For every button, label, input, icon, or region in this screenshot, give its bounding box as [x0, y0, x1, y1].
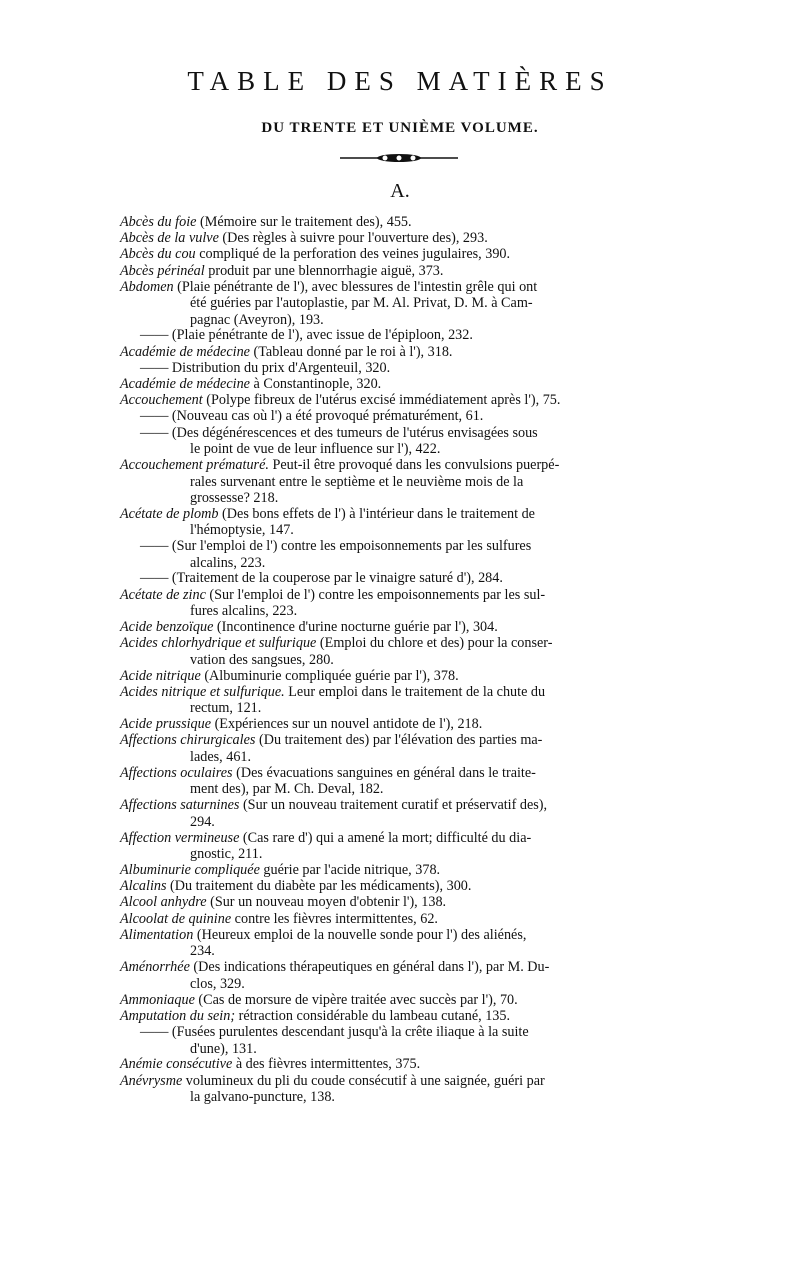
index-entry: [120, 797, 547, 830]
entry-heading: Abcès de la vulve: [120, 230, 219, 247]
index-entry: [120, 992, 518, 1009]
entry-text: (Des règles à suivre pour l'ouverture des), 293.: [218, 230, 488, 247]
entry-heading: ——: [140, 327, 169, 344]
entry-continuation: l'hémoptysie, 147.: [190, 522, 294, 539]
entry-heading: Acides chlorhydrique et sulfurique: [120, 635, 317, 652]
entry-continuation: rectum, 121.: [190, 700, 262, 717]
entry-heading: Anévrysme: [120, 1072, 183, 1089]
index-entry: [120, 878, 471, 895]
entry-text: (Du traitement du diabète par les médicaments), 300.: [166, 878, 472, 895]
index-entry: [140, 425, 538, 458]
index-entry: [120, 911, 438, 928]
entry-continuation: fures alcalins, 223.: [190, 603, 298, 620]
entry-continuation: 294.: [190, 813, 215, 830]
entry-heading: Acétate de zinc: [120, 586, 206, 603]
index-entry: [120, 263, 443, 280]
entry-text: (Emploi du chlore et des) pour la conser-: [316, 635, 553, 652]
entry-heading: Alcool anhydre: [120, 894, 207, 911]
section-letter: A.: [390, 180, 410, 202]
entry-heading: Affections chirurgicales: [120, 732, 256, 749]
index-entry: [120, 668, 459, 685]
index-entry: [120, 214, 412, 231]
index-entry: [140, 327, 473, 344]
entry-continuation: alcalins, 223.: [190, 554, 266, 571]
entry-heading: ——: [140, 570, 169, 587]
entry-heading: Anémie consécutive: [120, 1056, 233, 1073]
entry-heading: Académie de médecine: [120, 343, 250, 360]
entry-continuation: été guéries par l'autoplastie, par M. Al. Privat, D. M. à Cam-: [190, 295, 533, 312]
entry-heading: Alcalins: [120, 878, 167, 895]
entry-text: volumineux du pli du coude consécutif à une saignée, guéri par: [182, 1072, 545, 1089]
index-entry: [120, 830, 531, 863]
index-entry: [120, 894, 446, 911]
entry-text: (Heureux emploi de la nouvelle sonde pour l') des aliénés,: [193, 926, 527, 943]
volume-subtitle: DU TRENTE ET UNIÈME VOLUME.: [261, 120, 539, 136]
entry-continuation: 234.: [190, 943, 215, 960]
entry-text: (Plaie pénétrante de l'), avec issue de l'épiploon, 232.: [168, 327, 473, 344]
entry-continuation: pagnac (Aveyron), 193.: [190, 311, 324, 328]
entry-text: produit par une blennorrhagie aiguë, 373.: [204, 262, 444, 279]
entry-text: (Sur un nouveau traitement curatif et préservatif des),: [239, 797, 548, 814]
entry-text: (Des bons effets de l') à l'intérieur dans le traitement de: [218, 505, 535, 522]
entry-text: (Cas de morsure de vipère traitée avec succès par l'), 70.: [194, 991, 518, 1008]
entry-text: (Albuminurie compliquée guérie par l'), 378.: [200, 667, 459, 684]
index-entry: [140, 570, 503, 587]
entry-text: (Traitement de la couperose par le vinaigre saturé d'), 284.: [168, 570, 503, 587]
entry-heading: Abcès du cou: [120, 246, 196, 263]
entry-continuation: clos, 329.: [190, 975, 245, 992]
entry-text: compliqué de la perforation des veines jugulaires, 390.: [195, 246, 511, 263]
entry-text: Peut-il être provoqué dans les convulsions puerpé-: [268, 457, 560, 473]
entry-continuation: la galvano-puncture, 138.: [190, 1089, 335, 1106]
entry-heading: Académie de médecine: [120, 376, 250, 392]
entry-text: (Des indications thérapeutiques en général dans l'), par M. Du-: [189, 959, 550, 976]
index-entry: [140, 538, 531, 571]
entry-heading: Acétate de plomb: [120, 505, 219, 522]
entry-text: (Nouveau cas où l') a été provoqué prématurément, 61.: [168, 408, 484, 425]
index-entry: [120, 279, 537, 329]
entry-heading: Alcoolat de quinine: [120, 910, 232, 927]
entry-text: rétraction considérable du lambeau cutané, 135.: [235, 1007, 511, 1024]
entry-text: (Incontinence d'urine nocturne guérie par l'), 304.: [213, 619, 498, 635]
entry-continuation: le point de vue de leur influence sur l'), 422.: [190, 441, 441, 458]
entry-heading: Acide prussique: [120, 716, 212, 733]
index-entry: [120, 230, 488, 247]
entry-text: (Cas rare d') qui a amené la mort; difficulté du dia-: [239, 829, 532, 846]
entry-heading: Amputation du sein;: [120, 1007, 236, 1024]
entry-heading: Affection vermineuse: [120, 829, 240, 846]
index-entry: [120, 506, 535, 539]
entry-heading: Acide nitrique: [120, 667, 201, 684]
index-entry: [120, 392, 560, 409]
entry-text: guérie par l'acide nitrique, 378.: [259, 862, 441, 878]
index-entry: [120, 732, 542, 765]
entry-text: (Des évacuations sanguines en général dans le traite-: [232, 764, 536, 781]
index-entry: [120, 619, 498, 636]
entry-continuation: gnostic, 211.: [190, 846, 263, 863]
entry-continuation: lades, 461.: [190, 748, 252, 765]
entry-heading: Accouchement: [120, 392, 203, 409]
index-entry: [120, 959, 549, 992]
index-entry: [140, 1024, 529, 1057]
entry-heading: Alimentation: [120, 926, 194, 943]
entry-continuation: rales survenant entre le septième et le neuvième mois de la: [190, 473, 524, 490]
index-entry: [120, 684, 545, 717]
entry-text: (Mémoire sur le traitement des), 455.: [196, 214, 412, 230]
entry-text: Leur emploi dans le traitement de la chute du: [284, 683, 546, 700]
entry-text: (Sur un nouveau moyen d'obtenir l'), 138.: [206, 894, 447, 911]
index-entry: [120, 765, 536, 798]
entry-continuation: vation des sangsues, 280.: [190, 651, 334, 668]
entry-text: (Sur l'emploi de l') contre les empoisonnements par les sul-: [205, 586, 546, 603]
entry-continuation: ment des), par M. Ch. Deval, 182.: [190, 781, 384, 798]
entry-text: (Des dégénérescences et des tumeurs de l'utérus envisagées sous: [168, 424, 538, 441]
index-entry: [120, 344, 452, 361]
index-entry: [120, 376, 381, 393]
entry-heading: ——: [140, 408, 169, 425]
entry-heading: ——: [140, 1024, 169, 1040]
index-entry: [120, 1073, 545, 1106]
index-entry: [120, 587, 545, 620]
entry-heading: Abcès périnéal: [120, 262, 205, 279]
entry-heading: Albuminurie compliquée: [120, 862, 260, 878]
entry-heading: Accouchement prématuré.: [120, 457, 269, 473]
page-title: TABLE DES MATIÈRES: [187, 66, 613, 96]
index-entry: [120, 1056, 420, 1073]
entry-heading: Ammoniaque: [120, 991, 195, 1008]
entry-heading: ——: [140, 359, 169, 376]
entry-heading: ——: [140, 538, 169, 554]
index-entry: [120, 927, 526, 960]
entry-heading: Abcès du foie: [120, 214, 197, 230]
entry-text: à Constantinople, 320.: [249, 376, 382, 392]
entry-continuation: d'une), 131.: [190, 1040, 257, 1057]
entry-text: (Du traitement des) par l'élévation des parties ma-: [255, 732, 543, 749]
ornament-divider: [340, 152, 458, 164]
entry-heading: Affections oculaires: [120, 764, 233, 781]
index-entry: [120, 635, 552, 668]
entry-text: (Plaie pénétrante de l'), avec blessures de l'intestin grêle qui ont: [173, 278, 538, 295]
entry-text: contre les fièvres intermittentes, 62.: [231, 910, 438, 927]
index-entry: [120, 246, 510, 263]
entry-heading: ——: [140, 424, 169, 441]
entry-heading: Affections saturnines: [120, 797, 240, 814]
index-entry: [120, 457, 559, 507]
entry-text: à des fièvres intermittentes, 375.: [232, 1056, 421, 1073]
entry-text: (Polype fibreux de l'utérus excisé immédiatement après l'), 75.: [202, 392, 561, 409]
entry-heading: Abdomen: [120, 278, 174, 295]
index-entry: [120, 1008, 510, 1025]
index-entry: [140, 360, 390, 377]
index-entry: [120, 716, 482, 733]
entry-text: (Expériences sur un nouvel antidote de l'), 218.: [211, 716, 483, 733]
entry-heading: Acide benzoïque: [120, 619, 214, 635]
entry-text: (Tableau donné par le roi à l'), 318.: [249, 343, 453, 360]
entry-text: (Sur l'emploi de l') contre les empoisonnements par les sulfures: [168, 538, 532, 554]
entry-heading: Aménorrhée: [120, 959, 190, 976]
index-entry: [140, 408, 483, 425]
entry-text: (Fusées purulentes descendant jusqu'à la crête iliaque à la suite: [168, 1024, 529, 1040]
entry-text: Distribution du prix d'Argenteuil, 320.: [168, 359, 391, 376]
index-entry: [120, 862, 440, 879]
entry-heading: Acides nitrique et sulfurique.: [120, 683, 285, 700]
entry-continuation: grossesse? 218.: [190, 490, 279, 506]
